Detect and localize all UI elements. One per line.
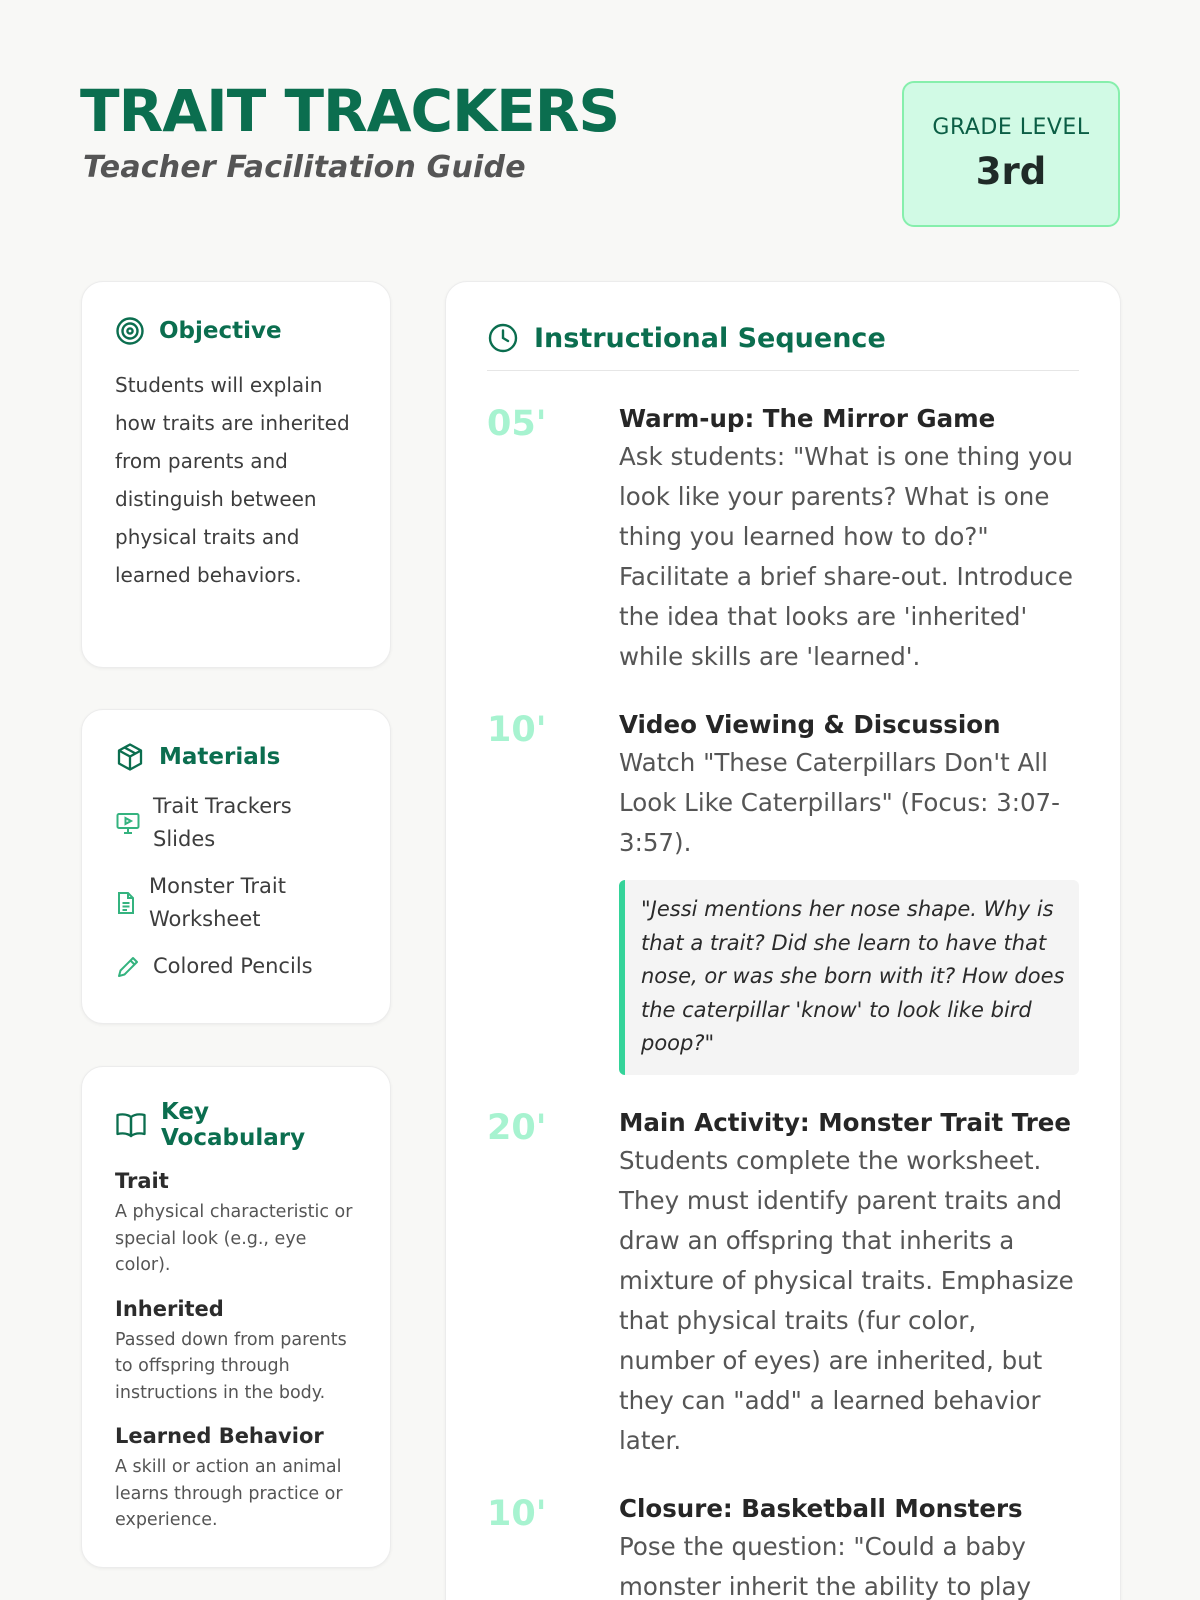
step-title: Video Viewing & Discussion <box>619 710 1001 739</box>
objective-text: Students will explain how traits are inherited from parents and distinguish between physical traits and learned behaviors. <box>115 373 350 587</box>
grade-level-label: GRADE LEVEL <box>932 115 1090 140</box>
materials-card <box>81 709 391 1024</box>
vocab-definition: A physical characteristic or special look (e.g., eye color). <box>115 1202 353 1275</box>
presentation-icon <box>115 810 141 836</box>
sequence-title: Instructional Sequence <box>534 322 886 354</box>
step-duration: 05' <box>487 404 547 444</box>
vocab-term: Inherited <box>115 1296 224 1321</box>
material-label: Monster Trait Worksheet <box>149 874 286 931</box>
list-item <box>115 790 357 856</box>
sequence-step <box>487 1493 1079 1600</box>
step-title: Main Activity: Monster Trait Tree <box>619 1107 1072 1137</box>
sequence-step <box>487 709 1079 1075</box>
sequence-step <box>487 403 1079 677</box>
pencil-icon <box>115 954 141 980</box>
page-subtitle: Teacher Facilitation Guide <box>83 150 526 185</box>
grade-level-value: 3rd <box>975 150 1047 193</box>
step-title: Warm-up: The Mirror Game <box>619 404 996 433</box>
vocab-definition: A skill or action an animal learns through practice or experience. <box>115 1457 343 1530</box>
vocab-entry <box>115 1424 357 1534</box>
sequence-card <box>445 281 1121 1600</box>
vocab-term: Learned Behavior <box>115 1424 324 1448</box>
material-label: Trait Trackers Slides <box>153 794 292 851</box>
vocab-entry <box>115 1169 357 1279</box>
vocabulary-card <box>81 1066 391 1568</box>
vocab-definition: Passed down from parents to offspring through instructions in the body. <box>115 1329 347 1403</box>
target-icon <box>115 316 145 346</box>
step-text: Pose the question: "Could a baby monster inherit the ability to play <box>619 1531 1032 1600</box>
list-item <box>115 870 357 936</box>
vocabulary-title: Key Vocabulary <box>161 1099 306 1151</box>
list-item <box>115 950 357 983</box>
discussion-quote: "Jessi mentions her nose shape. Why is that a trait? Did she learn to have that nose, or was she born with it? How does the caterpillar 'know' to look like bird poop?" <box>619 880 1079 1075</box>
document-icon <box>115 890 137 916</box>
grade-level-badge <box>902 81 1120 227</box>
materials-list <box>115 790 357 983</box>
page-title: TRAIT TRACKERS <box>80 77 620 145</box>
book-icon <box>115 1111 147 1139</box>
step-text: Ask students: "What is one thing you look like your parents? What is one thing you learned how to do?" Facilitate a brief share-out. Introduce the idea that looks are 'inherited' while skills are 'learned'. <box>619 442 1073 671</box>
clock-icon <box>487 322 519 354</box>
sequence-step <box>487 1107 1079 1461</box>
step-duration: 10' <box>487 1493 547 1534</box>
material-label: Colored Pencils <box>153 954 313 978</box>
step-duration: 20' <box>487 1107 547 1148</box>
objective-card <box>81 281 391 668</box>
step-title: Closure: Basketball Monsters <box>619 1493 1023 1523</box>
step-text: Watch "These Caterpillars Don't All Look Like Caterpillars" (Focus: 3:07-3:57). <box>619 748 1060 857</box>
vocab-term: Trait <box>115 1169 169 1193</box>
package-icon <box>115 742 145 772</box>
materials-title: Materials <box>159 744 281 770</box>
step-duration: 10' <box>487 710 547 750</box>
vocab-entry <box>115 1297 357 1407</box>
objective-title: Objective <box>159 318 282 344</box>
step-text: Students complete the worksheet. They must identify parent traits and draw an offspring that inherits a mixture of physical traits. Emphasize that physical traits (fur color, number of eyes) are inherited, but they can "add" a learned behavior later. <box>619 1145 1074 1455</box>
